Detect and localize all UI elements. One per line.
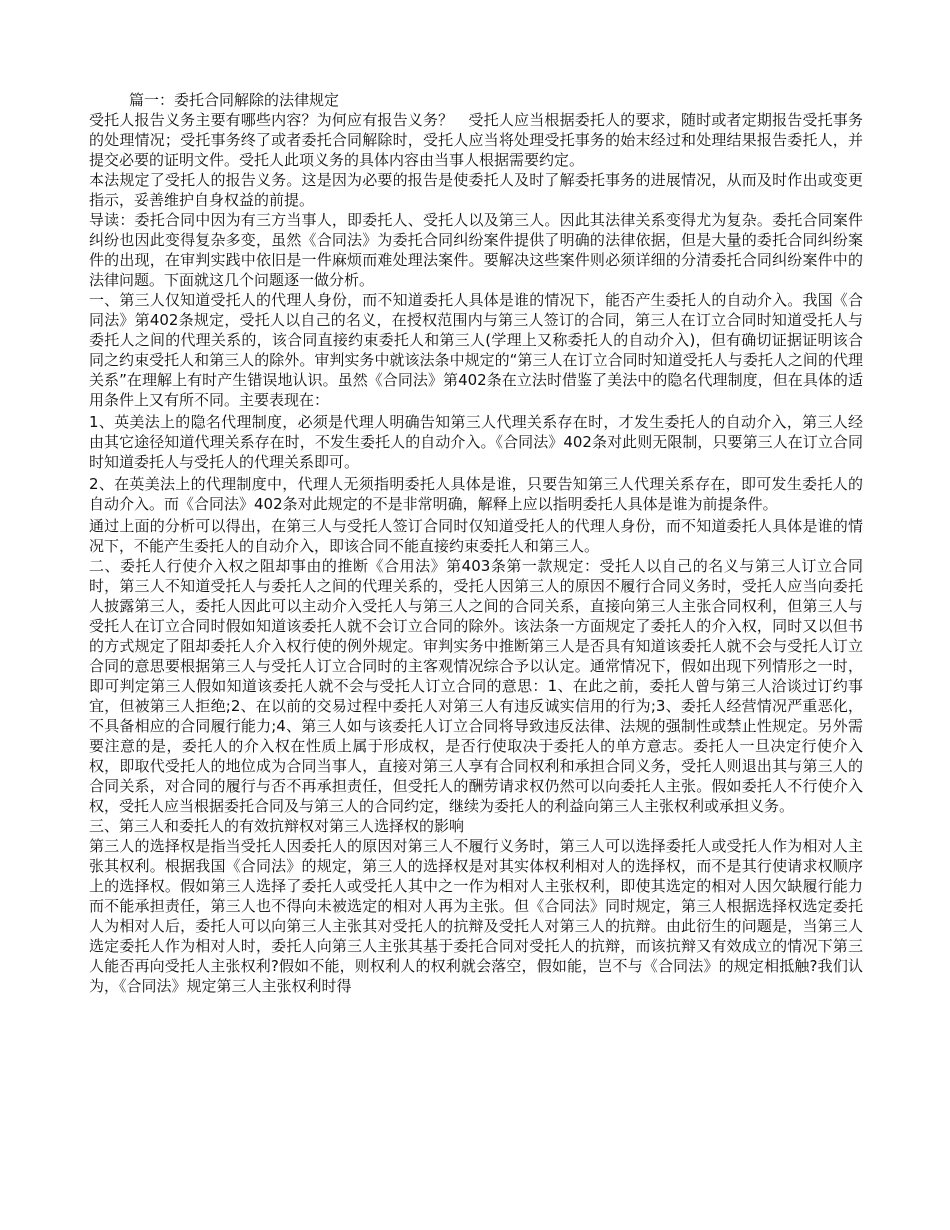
- paragraph-4: 一、第三人仅知道受托人的代理人身份，而不知道委托人具体是谁的情况下，能否产生委托人的自动介入。我国《合同法》第402条规定，受托人以自己的名义，在授权范围内与第三人签订的合同，第三人在订立合同时知道受托人与委托人之间的代理关系的，该合同直接约束委托人和第三人(学理上又称委托人的自动介入)，但有确切证据证明该合同之约束受托人和第三人的除外。审判实务中就该法条中规定的“第三人在订立合同时知道受托人与委托人之间的代理关系”在理解上有时产生错误地认识。虽然《合同法》第402条在立法时借鉴了美法中的隐名代理制度，但在具体的适用条件上又有所不同。主要表现在：: [89, 291, 863, 409]
- document-page: [89, 90, 863, 996]
- document-title: 篇一：委托合同解除的法律规定: [129, 91, 340, 109]
- paragraph-8: 二、委托人行使介入权之阻却事由的推断《合用法》第403条第一款规定：受托人以自己的名义与第三人订立合同时，第三人不知道受托人与委托人之间的代理关系的，受托人因第三人的原因不履行合同义务时，受托人应当向委托人披露第三人，委托人因此可以主动介入受托人与第三人之间的合同关系，直接向第三人主张合同权利，但第三人与受托人在订立合同时假如知道该委托人就不会订立合同的除外。该法条一方面规定了委托人的介入权，同时又以但书的方式规定了阻却委托人介入权行使的例外规定。审判实务中推断第三人是否具有知道该委托人就不会与受托人订立合同的意思要根据第三人与受托人订立合同时的主客观情况综合予以认定。通常情况下，假如出现下列情形之一时，即可判定第三人假如知道该委托人就不会与受托人订立合同的意思：1、在此之前，委托人曾与第三人洽谈过订约事宜，但被第三人拒绝;2、在以前的交易过程中委托人对第三人有违反诚实信用的行为;3、委托人经营情况严重恶化，不具备相应的合同履行能力;4、第三人如与该委托人订立合同将导致违反法律、法规的强制性或禁止性规定。另外需要注意的是，委托人的介入权在性质上属于形成权，是否行使取决于委托人的单方意志。委托人一旦决定行使介入权，即取代受托人的地位成为合同当事人，直接对第三人享有合同权利和承担合同义务，受托人则退出其与第三人的合同关系，对合同的履行与否不再承担责任，但受托人的酬劳请求权仍然可以向委托人主张。假如委托人不行使介入权，受托人应当根据委托合同及与第三人的合同约定，继续为委托人的利益向第三人主张权利或承担义务。: [89, 557, 863, 815]
- paragraph-5: 1、英美法上的隐名代理制度，必须是代理人明确告知第三人代理关系存在时，才发生委托人的自动介入，第三人经由其它途径知道代理关系存在时，不发生委托人的自动介入。《合同法》402条对此则无限制，只要第三人在订立合同时知道委托人与受托人的代理关系即可。: [89, 413, 863, 471]
- paragraph-6: 2、在英美法上的代理制度中，代理人无须指明委托人具体是谁，只要告知第三人代理关系存在，即可发生委托人的自动介入。而《合同法》402条对此规定的不是非常明确，解释上应以指明委托人具体是谁为前提条件。: [89, 475, 863, 513]
- paragraph-1: 受托人报告义务主要有哪些内容？为何应有报告义务？ 受托人应当根据委托人的要求，随时或者定期报告受托事务的处理情况；受托事务终了或者委托合同解除时，受托人应当将处理受托事务的始末经过和处理结果报告委托人，并提交必要的证明文件。受托人此项义务的具体内容由当事人根据需要约定。: [89, 111, 863, 169]
- section-heading-3: 三、第三人和委托人的有效抗辩权对第三人选择权的影响: [89, 817, 465, 835]
- paragraph-3: 导读：委托合同中因为有三方当事人，即委托人、受托人以及第三人。因此其法律关系变得尤为复杂。委托合同案件纠纷也因此变得复杂多变，虽然《合同法》为委托合同纠纷案件提供了明确的法律依据，但是大量的委托合同纠纷案件的出现，在审判实践中依旧是一件麻烦而难处理法案件。要解决这些案件则必须详细的分清委托合同纠纷案件中的法律问题。下面就这几个问题逐一做分析。: [89, 211, 863, 289]
- paragraph-10: 第三人的选择权是指当受托人因委托人的原因对第三人不履行义务时，第三人可以选择委托人或受托人作为相对人主张其权利。根据我国《合同法》的规定，第三人的选择权是对其实体权利相对人的选择权，而不是其行使请求权顺序上的选择权。假如第三人选择了委托人或受托人其中之一作为相对人主张权利，即使其选定的相对人因欠缺履行能力而不能承担责任，第三人也不得向未被选定的相对人再为主张。但《合同法》同时规定，第三人根据选择权选定委托人为相对人后，委托人可以向第三人主张其对受托人的抗辩及受托人对第三人的抗辩。由此衍生的问题是，当第三人选定委托人作为相对人时，委托人向第三人主张其基于委托合同对受托人的抗辩，而该抗辩又有效成立的情况下第三人能否再向受托人主张权利?假如不能，则权利人的权利就会落空，假如能，岂不与《合同法》的规定相抵触?我们认为，《合同法》规定第三人主张权利时得: [89, 837, 863, 995]
- paragraph-7: 通过上面的分析可以得出，在第三人与受托人签订合同时仅知道受托人的代理人身份，而不知道委托人具体是谁的情况下，不能产生委托人的自动介入，即该合同不能直接约束委托人和第三人。: [89, 517, 863, 555]
- paragraph-2: 本法规定了受托人的报告义务。这是因为必要的报告是使委托人及时了解委托事务的进展情况，从而及时作出或变更指示，妥善维护自身权益的前提。: [89, 171, 863, 209]
